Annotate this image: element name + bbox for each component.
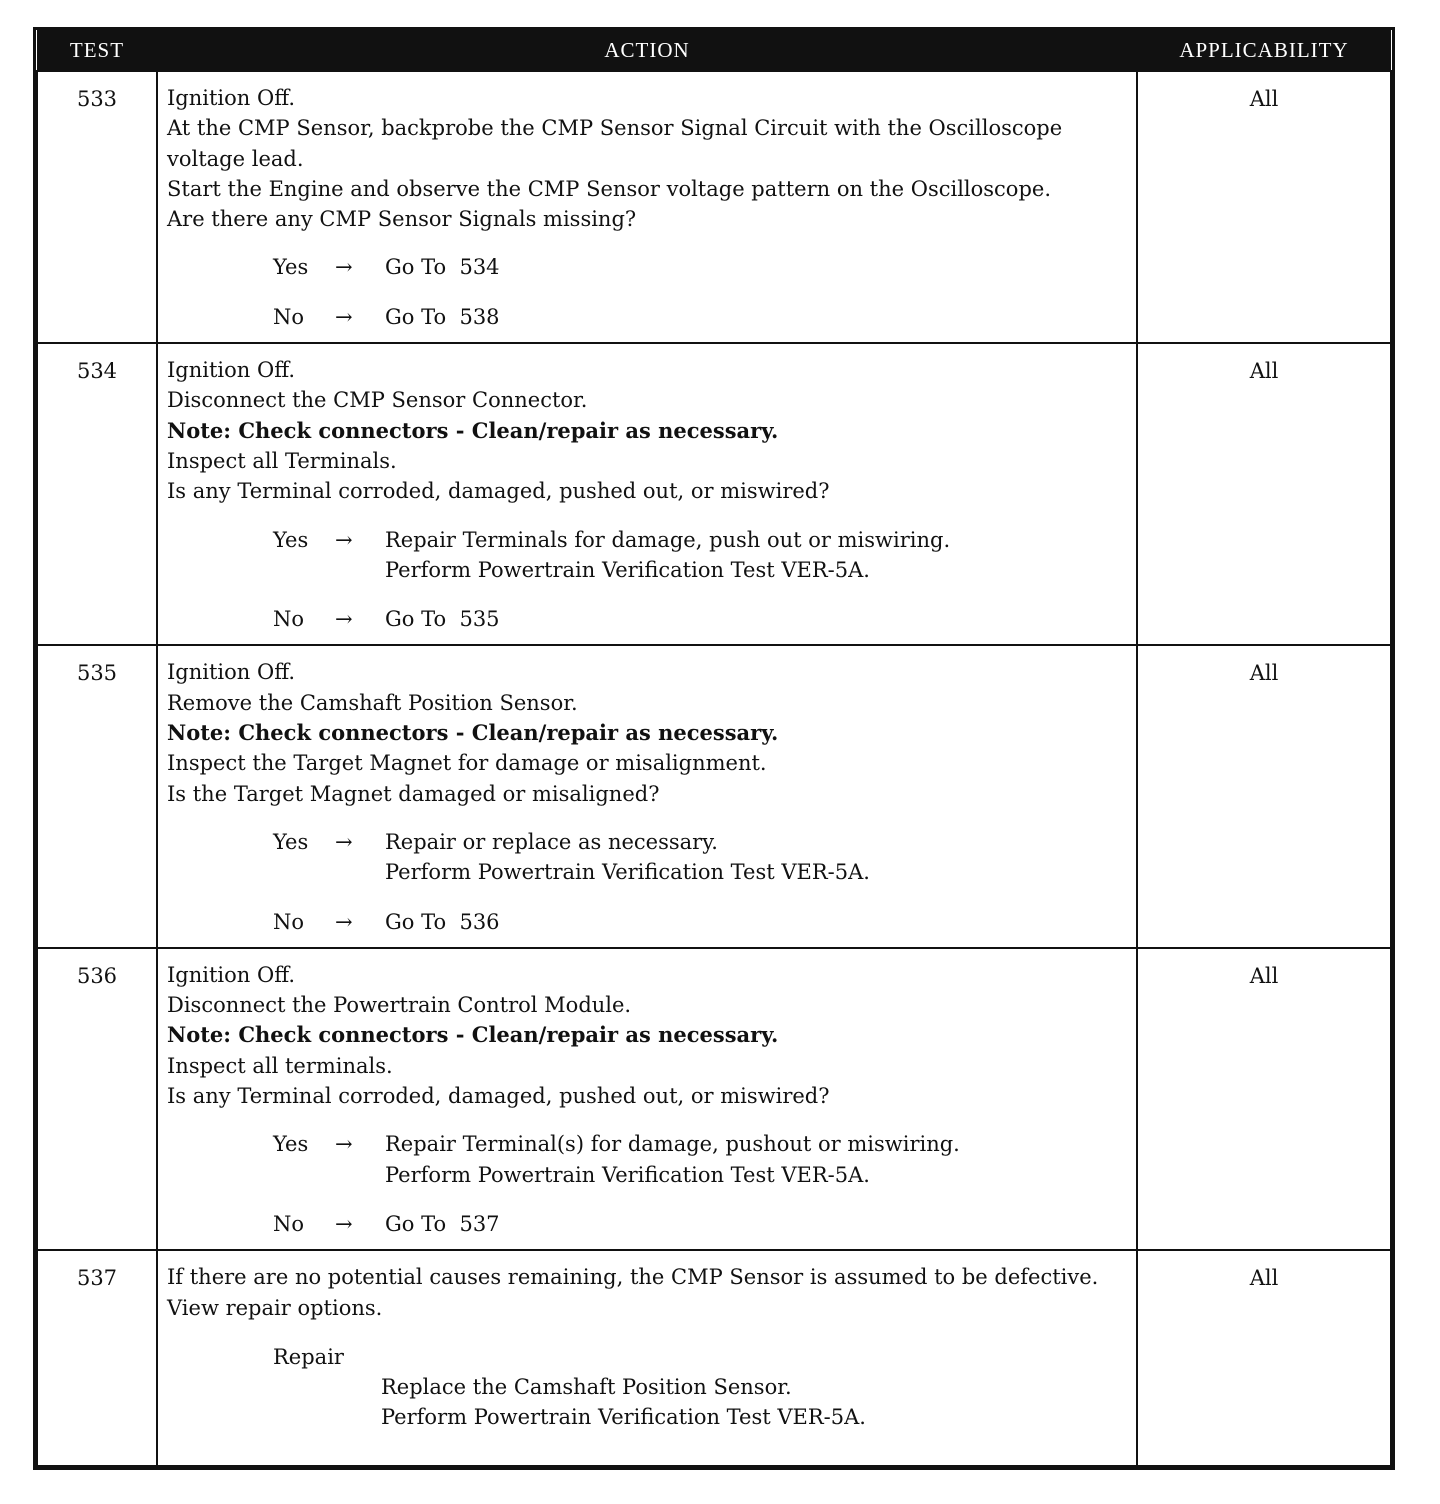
outcome-no [273, 302, 1128, 332]
action-line: Inspect all terminals. [167, 1053, 393, 1078]
action-cell [157, 1250, 1137, 1466]
outcomes [273, 252, 1128, 332]
table-row-534 [37, 343, 1391, 645]
outcome-yes [273, 1129, 1128, 1190]
outcome-label: Yes [273, 829, 309, 854]
outcome-label: Yes [273, 527, 309, 552]
outcome-text [385, 302, 1128, 332]
note-line: Note: Check connectors - Clean/repair as necessary. [167, 417, 779, 443]
test-number: 535 [37, 645, 157, 947]
outcome-yes [273, 252, 1128, 282]
applicability-cell: All [1137, 1250, 1391, 1466]
header-action: ACTION [157, 30, 1137, 71]
test-number: 534 [37, 343, 157, 645]
outcome-line: Perform Powertrain Verification Test VER-5A. [385, 1162, 870, 1187]
action-line: Disconnect the CMP Sensor Connector. [167, 388, 588, 413]
outcome-text [385, 1209, 1128, 1239]
outcome-text [385, 827, 1128, 888]
arrow-right-icon: → [335, 255, 353, 280]
action-line: Disconnect the Powertrain Control Module. [167, 993, 632, 1018]
outcome-text [385, 525, 1128, 586]
table-row-533 [37, 71, 1391, 343]
outcome-label: No [273, 607, 305, 632]
table-row-536 [37, 948, 1391, 1250]
outcome-line: Go To 537 [385, 1211, 500, 1236]
table-row-537 [37, 1250, 1391, 1466]
action-line: Are there any CMP Sensor Signals missing? [167, 207, 637, 232]
outcome-label: Yes [273, 1132, 309, 1157]
action-line: Is any Terminal corroded, damaged, pushed out, or miswired? [167, 479, 830, 504]
header-test: TEST [37, 30, 157, 71]
outcomes [273, 1129, 1128, 1239]
applicability-cell: All [1137, 645, 1391, 947]
action-cell [157, 948, 1137, 1250]
action-line: Start the Engine and observe the CMP Sensor voltage pattern on the Oscilloscope. [167, 176, 1051, 201]
outcome-label: No [273, 1211, 305, 1236]
header-applicability: APPLICABILITY [1137, 30, 1391, 71]
outcome-line: Perform Powertrain Verification Test VER-5A. [385, 860, 870, 885]
action-cell [157, 71, 1137, 343]
outcomes [273, 827, 1128, 937]
action-line: At the CMP Sensor, backprobe the CMP Sensor Signal Circuit with the Oscilloscope voltage lead. [167, 116, 1063, 171]
arrow-right-icon: → [335, 304, 353, 329]
outcome-yes [273, 525, 1128, 586]
outcome-text [385, 604, 1128, 634]
outcome-label: Yes [273, 255, 309, 280]
outcome-text [385, 1129, 1128, 1190]
action-line: Inspect all Terminals. [167, 448, 397, 473]
test-number: 536 [37, 948, 157, 1250]
outcomes [273, 525, 1128, 635]
arrow-right-icon: → [335, 607, 353, 632]
action-line: Is the Target Magnet damaged or misaligned? [167, 781, 660, 806]
action-line: Ignition Off. [167, 86, 296, 110]
action-line: Ignition Off. [167, 962, 296, 987]
outcome-no [273, 604, 1128, 634]
outcome-line: Repair Terminal(s) for damage, pushout or miswiring. [385, 1132, 960, 1157]
outcome-line: Perform Powertrain Verification Test VER-5A. [385, 557, 870, 582]
repair-line: Perform Powertrain Verification Test VER-5A. [381, 1405, 866, 1430]
action-line: Ignition Off. [167, 660, 296, 685]
table-header-row [37, 30, 1391, 71]
action-line: Inspect the Target Magnet for damage or misalignment. [167, 751, 767, 776]
outcome-line: Go To 535 [385, 607, 500, 632]
outcome-no [273, 1209, 1128, 1239]
outcome-line: Repair or replace as necessary. [385, 829, 718, 854]
outcome-label: No [273, 304, 305, 329]
test-number: 533 [37, 71, 157, 343]
applicability-cell: All [1137, 343, 1391, 645]
repair-label: Repair [273, 1344, 344, 1369]
action-line: If there are no potential causes remaining, the CMP Sensor is assumed to be defective. [167, 1265, 1099, 1290]
test-number: 537 [37, 1250, 157, 1466]
action-line: Is any Terminal corroded, damaged, pushed out, or miswired? [167, 1084, 830, 1109]
outcome-line: Go To 534 [385, 255, 500, 280]
repair-lines [381, 1372, 1128, 1433]
applicability-cell: All [1137, 948, 1391, 1250]
arrow-right-icon: → [335, 1211, 353, 1236]
outcome-no [273, 907, 1128, 937]
diagnostic-table [36, 30, 1392, 1467]
action-line: Ignition Off. [167, 358, 296, 383]
diagnostic-table-sheet [33, 27, 1395, 1470]
arrow-right-icon: → [335, 829, 353, 854]
action-line: Remove the Camshaft Position Sensor. [167, 690, 578, 715]
outcome-yes [273, 827, 1128, 888]
action-cell [157, 343, 1137, 645]
note-line: Note: Check connectors - Clean/repair as necessary. [167, 1022, 779, 1048]
arrow-right-icon: → [335, 909, 353, 934]
outcome-label: No [273, 909, 305, 934]
repair-line: Replace the Camshaft Position Sensor. [381, 1375, 792, 1400]
applicability-cell: All [1137, 71, 1391, 343]
arrow-right-icon: → [335, 1132, 353, 1157]
outcome-line: Repair Terminals for damage, push out or miswiring. [385, 527, 951, 552]
note-line: Note: Check connectors - Clean/repair as necessary. [167, 720, 779, 746]
outcome-text [385, 252, 1128, 282]
table-row-535 [37, 645, 1391, 947]
arrow-right-icon: → [335, 527, 353, 552]
outcome-line: Go To 538 [385, 304, 500, 329]
action-line: View repair options. [167, 1295, 383, 1320]
action-cell [157, 645, 1137, 947]
outcome-line: Go To 536 [385, 909, 500, 934]
outcome-text [385, 907, 1128, 937]
